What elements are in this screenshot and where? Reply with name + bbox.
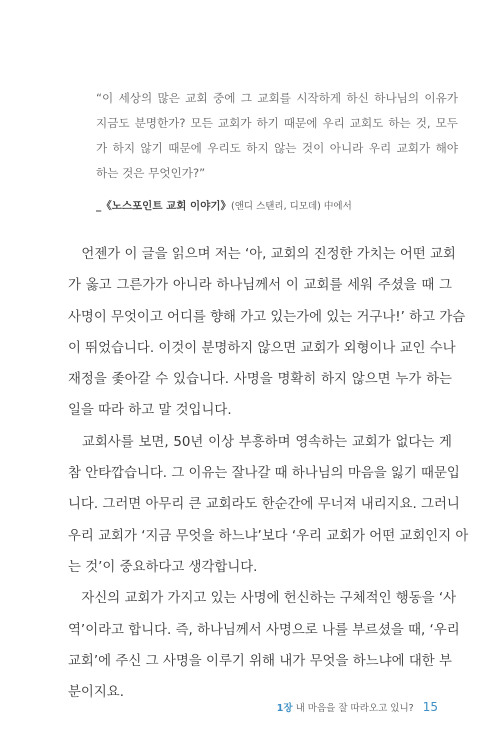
quote-line: 가 하지 않기 때문에 우리도 하지 않는 것이 아니라 우리 교회가 해야 [96, 141, 458, 155]
page-footer [277, 700, 438, 714]
body-line: 분이지요. [68, 685, 124, 701]
page-number: 15 [422, 700, 438, 714]
body-line: 이 뛰었습니다. 이것이 분명하지 않으면 교회가 외형이나 교인 수나 [68, 340, 456, 356]
source-book-title: _《노스포인트 교회 이야기》 [96, 200, 231, 212]
body-line: 는 것’이 중요하다고 생각합니다. [68, 559, 258, 575]
chapter-label: 1장 [276, 703, 293, 714]
body-line: 역’이라고 합니다. 즉, 하나님께서 사명으로 나를 부르셨을 때, ‘우리 [68, 622, 460, 638]
body-line: 자신의 교회가 가지고 있는 사명에 헌신하는 구체적인 행동을 ‘사 [68, 591, 457, 607]
body-line: 가 옳고 그른가가 아니라 하나님께서 이 교회를 세워 주셨을 때 그 [68, 278, 452, 294]
body-line: 일을 따라 하고 말 것입니다. [68, 403, 232, 419]
chapter-title: 내 마음을 잘 따라오고 있니? [295, 703, 414, 714]
paragraph [68, 583, 460, 708]
source-author: (앤디 스탠리, 디모데) 中에서 [231, 201, 352, 212]
quote-line: “이 세상의 많은 교회 중에 그 교회를 시작하게 하신 하나님의 이유가 [96, 91, 458, 105]
paragraph [68, 239, 466, 427]
body-text [68, 239, 469, 708]
quote-source [96, 198, 352, 213]
body-line: 재정을 좇아갈 수 있습니다. 사명을 명확히 하지 않으면 누가 하는 [68, 372, 452, 388]
body-line: 사명이 무엇이고 어디를 향해 가고 있는가에 있는 거구나!’ 하고 가슴 [68, 309, 466, 325]
body-line: 우리 교회가 ‘지금 무엇을 하느냐’보다 ‘우리 교회가 어떤 교회인지 아 [68, 528, 469, 544]
body-line: 참 안타깝습니다. 그 이유는 잘나갈 때 하나님의 마음을 잃기 때문입 [68, 466, 460, 482]
quote-line: 하는 것은 무엇인가?” [96, 166, 206, 180]
epigraph-quote [96, 86, 458, 186]
paragraph [68, 427, 469, 583]
body-line: 교회사를 보면, 50년 이상 부흥하며 영속하는 교회가 없다는 게 [68, 434, 452, 450]
body-line: 니다. 그러면 아무리 큰 교회라도 한순간에 무너져 내리지요. 그러니 [68, 497, 460, 513]
body-line: 언젠가 이 글을 읽으며 저는 ‘아, 교회의 진정한 가치는 어떤 교회 [68, 247, 456, 262]
body-line: 교회’에 주신 그 사명을 이루기 위해 내가 무엇을 하느냐에 대한 부 [68, 653, 452, 669]
quote-line: 지금도 분명한가? 모든 교회가 하기 때문에 우리 교회도 하는 것, 모두 [96, 116, 458, 130]
